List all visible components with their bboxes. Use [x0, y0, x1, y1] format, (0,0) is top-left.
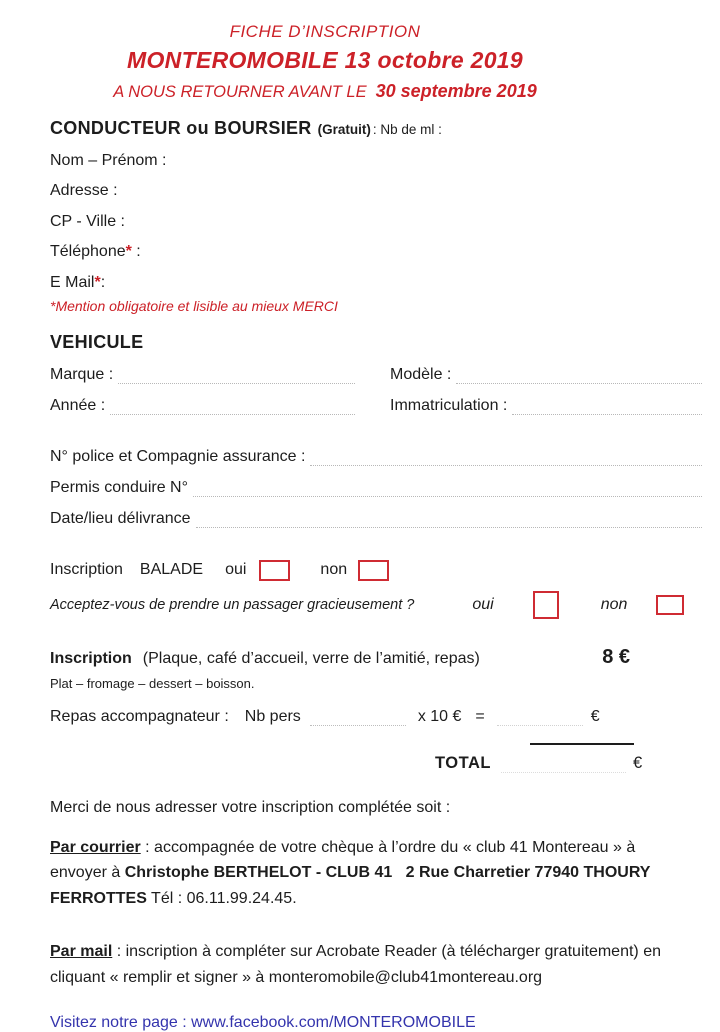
inscription-price-label: Inscription [50, 649, 132, 667]
postal-address: Christophe BERTHELOT - CLUB 41 2 Rue Charretier 77940 THOURY FERROTTES [50, 864, 651, 907]
total-fill-line[interactable] [501, 759, 626, 773]
par-courrier-label: Par courrier [50, 838, 141, 856]
field-nom-prenom[interactable]: Nom – Prénom : [50, 151, 167, 169]
permis-fill-line[interactable] [193, 482, 702, 497]
menu-description: Plat – fromage – dessert – boisson. [50, 675, 255, 691]
police-assurance-label: N° police et Compagnie assurance : [50, 447, 306, 465]
field-adresse[interactable]: Adresse : [50, 182, 118, 199]
marque-label: Marque : [50, 365, 114, 383]
field-annee[interactable] [50, 397, 355, 415]
vehicule-section-title: VEHICULE [50, 331, 144, 352]
vehicle-row-2 [50, 397, 702, 415]
nb-pers-label: Nb pers [244, 707, 301, 725]
repas-label: Repas accompagnateur : [50, 707, 229, 725]
total-row [50, 754, 702, 773]
balade-non-checkbox[interactable] [358, 560, 389, 581]
total-label: TOTAL [435, 753, 491, 772]
par-mail-text: : inscription à compléter sur Acrobate Reader (à télécharger gratuitement) en cliquant « remplir et signer » à monteromobile@club41montereau.org [50, 943, 661, 986]
send-instructions-intro: Merci de nous adresser votre inscription complétée soit : [50, 798, 451, 816]
balade-oui-label: oui [225, 561, 247, 578]
immatriculation-label: Immatriculation : [390, 396, 508, 414]
balade-oui-checkbox[interactable] [259, 560, 290, 581]
passenger-question: Acceptez-vous de prendre un passager gracieusement ? [50, 596, 415, 613]
inscription-price-value: 8 € [602, 645, 630, 668]
field-cp-ville[interactable]: CP - Ville : [50, 212, 125, 230]
facebook-link[interactable]: Visitez notre page : www.facebook.com/MONTEROMOBILE [50, 1014, 476, 1031]
total-separator-line [530, 743, 634, 745]
passenger-oui-label: oui [472, 595, 494, 613]
inscription-price-details: (Plaque, café d’accueil, verre de l’amitié, repas) [142, 649, 480, 667]
total-euro-sign: € [632, 753, 643, 772]
field-delivrance[interactable] [50, 510, 702, 528]
passenger-oui-checkbox[interactable] [533, 591, 559, 619]
times-ten-euro-label: x 10 € [417, 707, 462, 725]
field-permis[interactable] [50, 479, 702, 497]
par-mail-label: Par mail [50, 943, 113, 960]
required-mention-note: *Mention obligatoire et lisible au mieux MERCI [50, 297, 338, 314]
nb-ml-label: : Nb de ml : [372, 122, 442, 137]
passenger-non-checkbox[interactable] [656, 595, 684, 615]
permis-label: Permis conduire N° [50, 478, 188, 496]
email-required-star: * [94, 273, 101, 291]
field-immatriculation[interactable] [390, 397, 702, 415]
field-police-assurance[interactable] [50, 448, 702, 466]
telephone-required-star: * [125, 243, 132, 260]
annee-fill-line[interactable] [110, 400, 355, 415]
modele-fill-line[interactable] [456, 369, 702, 384]
postal-phone: Tél : 06.11.99.24.45. [146, 889, 297, 907]
immatriculation-fill-line[interactable] [512, 400, 702, 415]
meal-subtotal-fill-line[interactable] [497, 712, 583, 726]
telephone-label: Téléphone [50, 243, 126, 260]
marque-fill-line[interactable] [118, 369, 355, 384]
field-marque[interactable] [50, 366, 355, 384]
equals-sign: = [475, 707, 485, 725]
inscription-price-row [50, 646, 702, 669]
event-title: MONTEROMOBILE 13 octobre 2019 [127, 47, 523, 73]
vehicle-row-1 [50, 366, 702, 384]
balade-non-label: non [320, 561, 348, 578]
gratuit-label: (Gratuit) [317, 122, 371, 137]
annee-label: Année : [50, 396, 106, 414]
balade-registration-row [50, 560, 702, 581]
email-colon: : [100, 273, 106, 291]
deadline-date: 30 septembre 2019 [375, 81, 537, 101]
email-label: E Mail [50, 273, 95, 291]
mail-by-email-paragraph [50, 939, 675, 990]
balade-inscription-label: Inscription [50, 561, 123, 578]
passenger-non-label: non [600, 595, 628, 613]
police-fill-line[interactable] [310, 451, 702, 466]
field-telephone[interactable] [50, 243, 702, 261]
mail-by-post-paragraph [50, 835, 675, 912]
accompanying-meal-row [50, 708, 702, 726]
delivrance-fill-line[interactable] [196, 513, 702, 528]
nb-pers-fill-line[interactable] [310, 712, 406, 726]
delivrance-label: Date/lieu délivrance [50, 509, 191, 527]
balade-event-label: BALADE [139, 561, 204, 578]
modele-label: Modèle : [390, 365, 452, 383]
conducteur-section-title: CONDUCTEUR ou BOURSIER [50, 118, 312, 138]
deadline-line [40, 81, 610, 102]
telephone-colon: : [131, 243, 141, 260]
field-email[interactable] [50, 274, 702, 292]
conducteur-section-title-row [50, 118, 702, 139]
form-header [40, 22, 610, 102]
par-courrier-text: : accompagnée de votre chèque à l’ordre du « club 41 Montereau » à envoyer à [50, 838, 636, 881]
deadline-prefix: A NOUS RETOURNER AVANT LE [113, 83, 367, 101]
meal-euro-sign: € [590, 707, 600, 725]
form-title: FICHE D’INSCRIPTION [229, 22, 421, 41]
field-modele[interactable] [390, 366, 702, 384]
passenger-question-row [50, 591, 702, 619]
